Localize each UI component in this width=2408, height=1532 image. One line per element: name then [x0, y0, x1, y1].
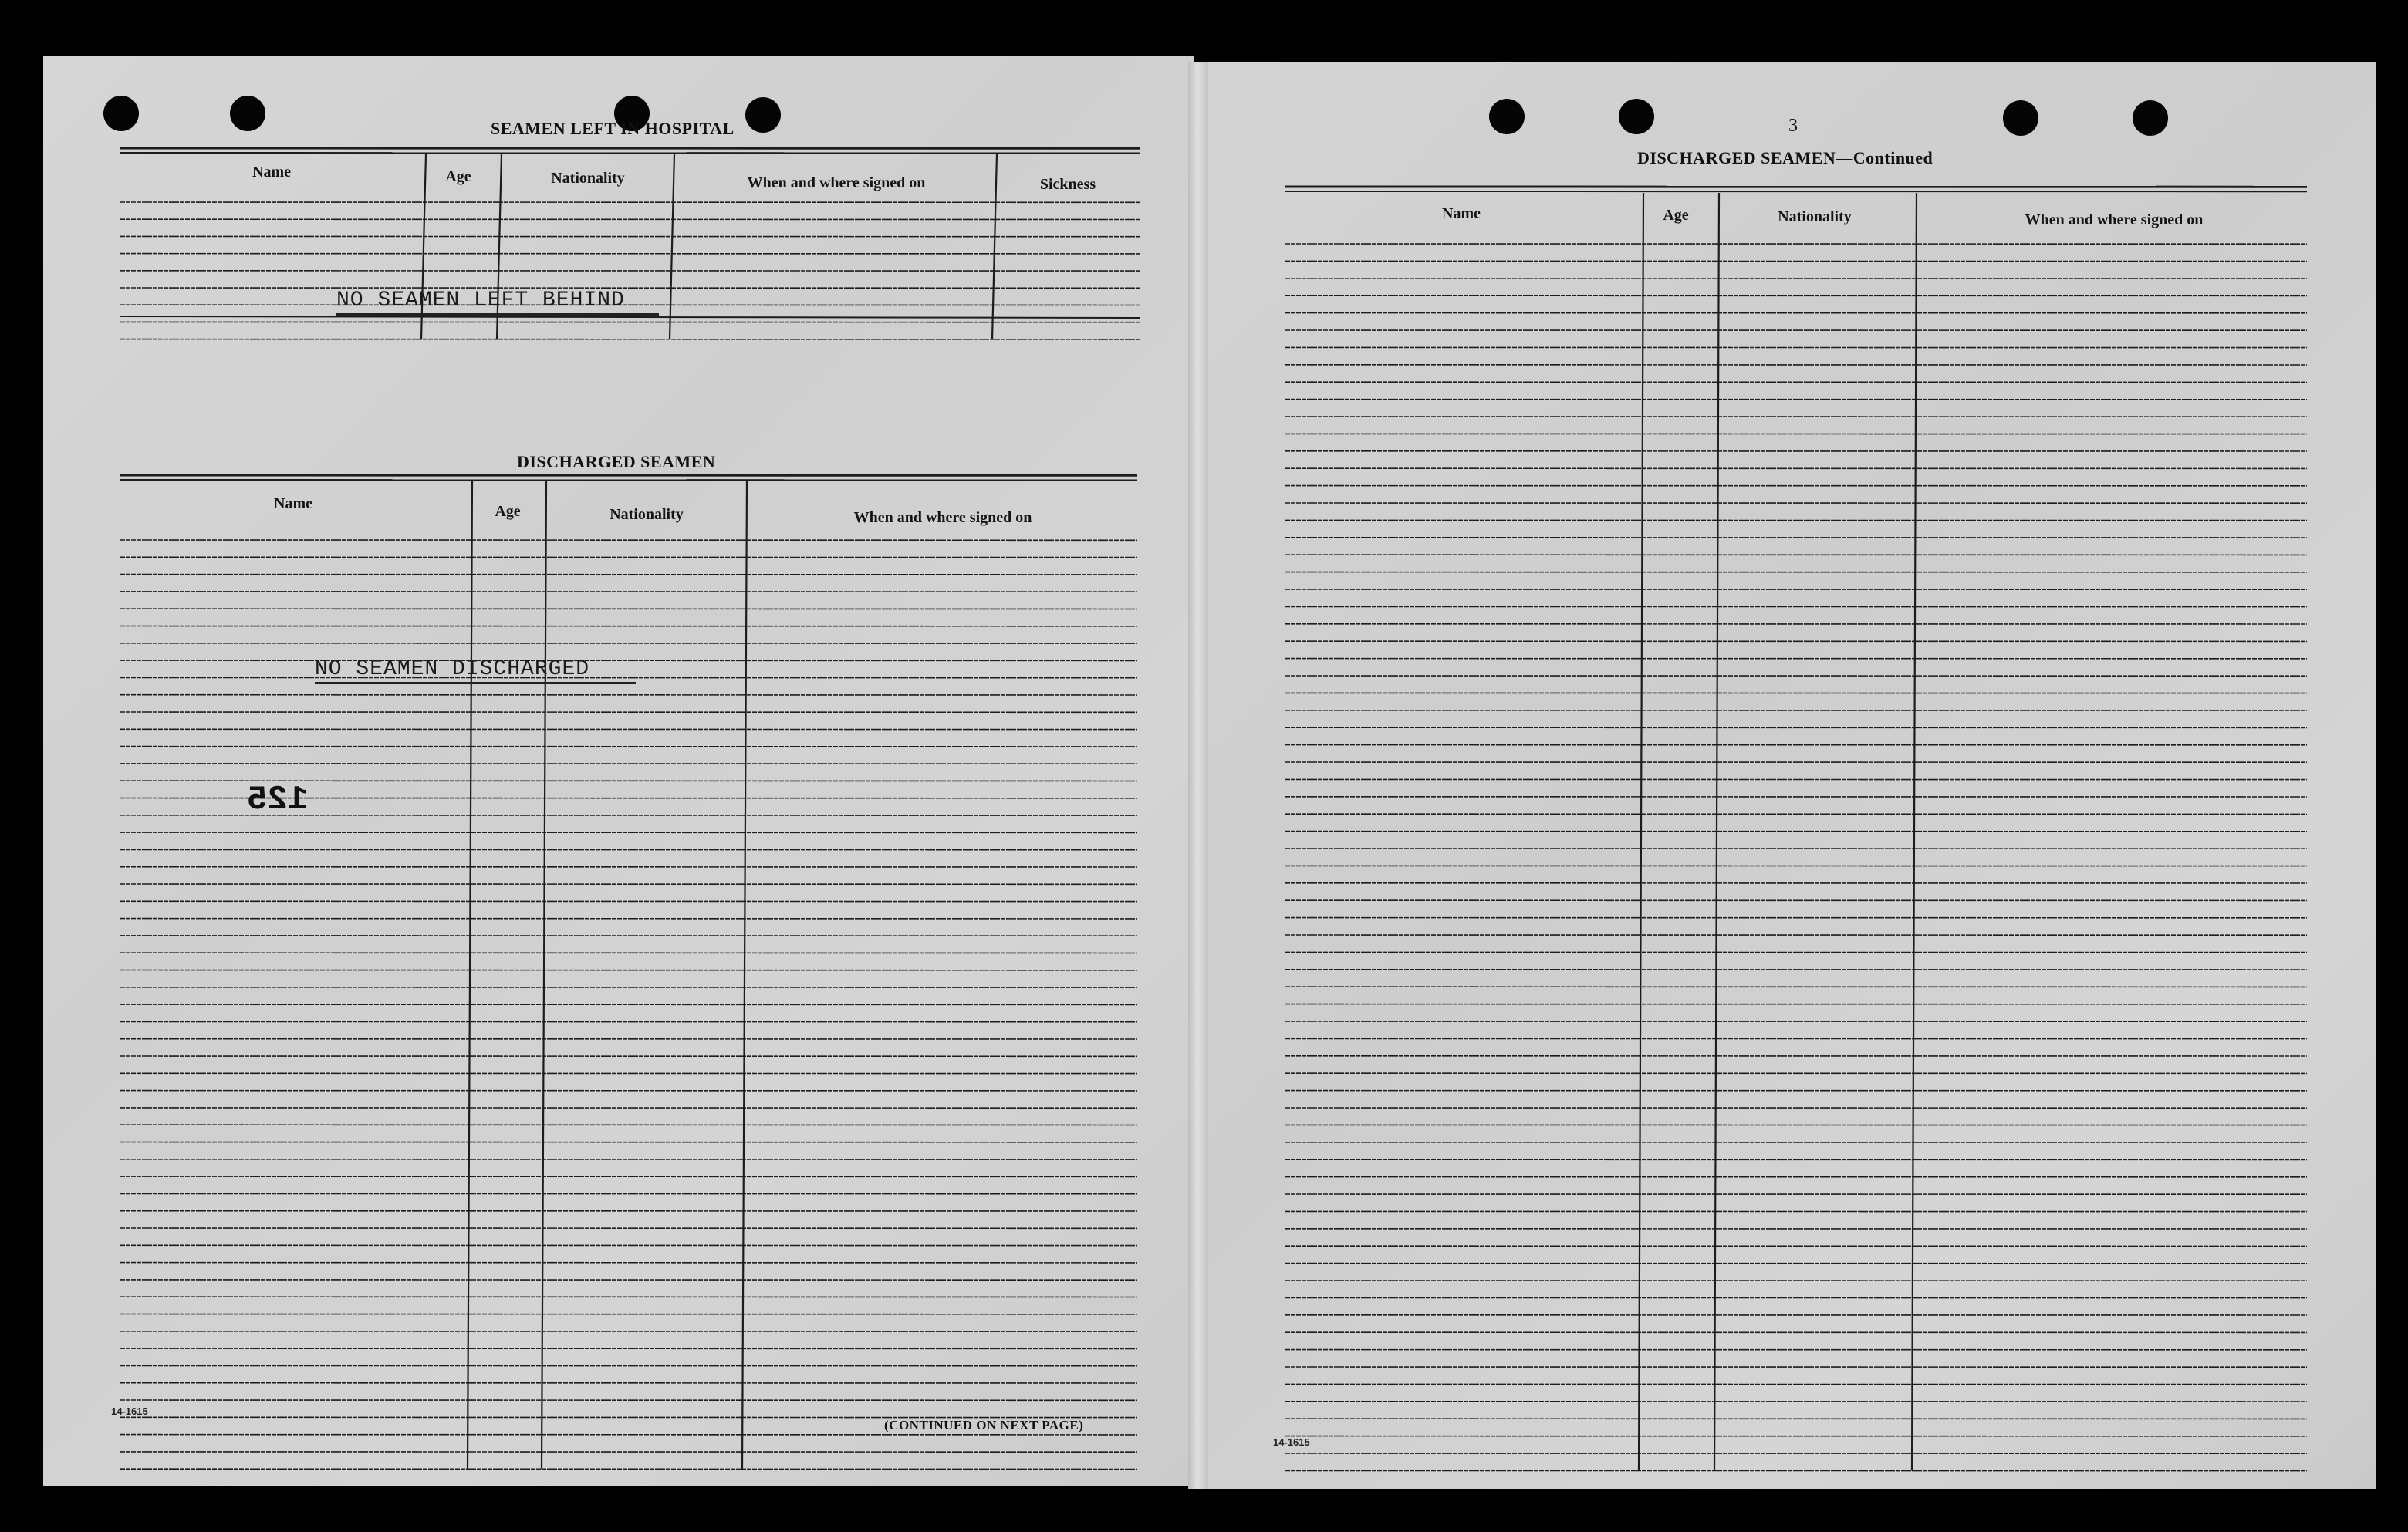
discharged-typed-note: NO SEAMEN DISCHARGED	[315, 657, 590, 681]
hospital-section-title: SEAMEN LEFT IN HOSPITAL	[491, 119, 735, 138]
page-number: 3	[1788, 116, 1798, 136]
discharged-col-age: Age	[495, 503, 521, 520]
discharged-table-col-divider	[468, 481, 472, 1469]
right-section-title: DISCHARGED SEAMEN—Continued	[1637, 148, 1933, 167]
right-form-number: 14-1615	[1273, 1436, 1310, 1448]
hospital-note-underline	[336, 313, 659, 316]
hospital-table-col-divider	[992, 154, 997, 339]
hospital-typed-note: NO SEAMEN LEFT BEHIND	[336, 289, 625, 312]
left-form-number: 14-1615	[111, 1405, 148, 1417]
continued-footer: (CONTINUED ON NEXT PAGE)	[884, 1418, 1084, 1432]
discharged-note-underline	[315, 682, 636, 684]
right-col-name: Name	[1442, 205, 1481, 222]
hospital-col-signed-on: When and where signed on	[747, 174, 926, 191]
discharged-col-signed-on: When and where signed on	[853, 509, 1032, 526]
discharged-table-col-divider	[742, 481, 747, 1469]
discharged-table-col-divider	[542, 481, 546, 1469]
hospital-col-sickness: Sickness	[1039, 176, 1096, 193]
discharged-section-title: DISCHARGED SEAMEN	[517, 452, 716, 471]
hospital-col-name: Name	[252, 164, 291, 181]
hospital-table-col-divider	[670, 154, 674, 339]
hospital-table-bottom	[120, 316, 1140, 318]
right-col-nationality: Nationality	[1778, 208, 1852, 225]
hospital-col-nationality: Nationality	[551, 170, 625, 187]
discharged-col-name: Name	[274, 495, 312, 512]
hospital-col-age: Age	[445, 168, 471, 185]
right-col-signed-on: When and where signed on	[2025, 211, 2204, 228]
handwritten-number: 125	[247, 781, 309, 819]
discharged-col-nationality: Nationality	[610, 506, 684, 523]
right-col-age: Age	[1663, 207, 1689, 224]
